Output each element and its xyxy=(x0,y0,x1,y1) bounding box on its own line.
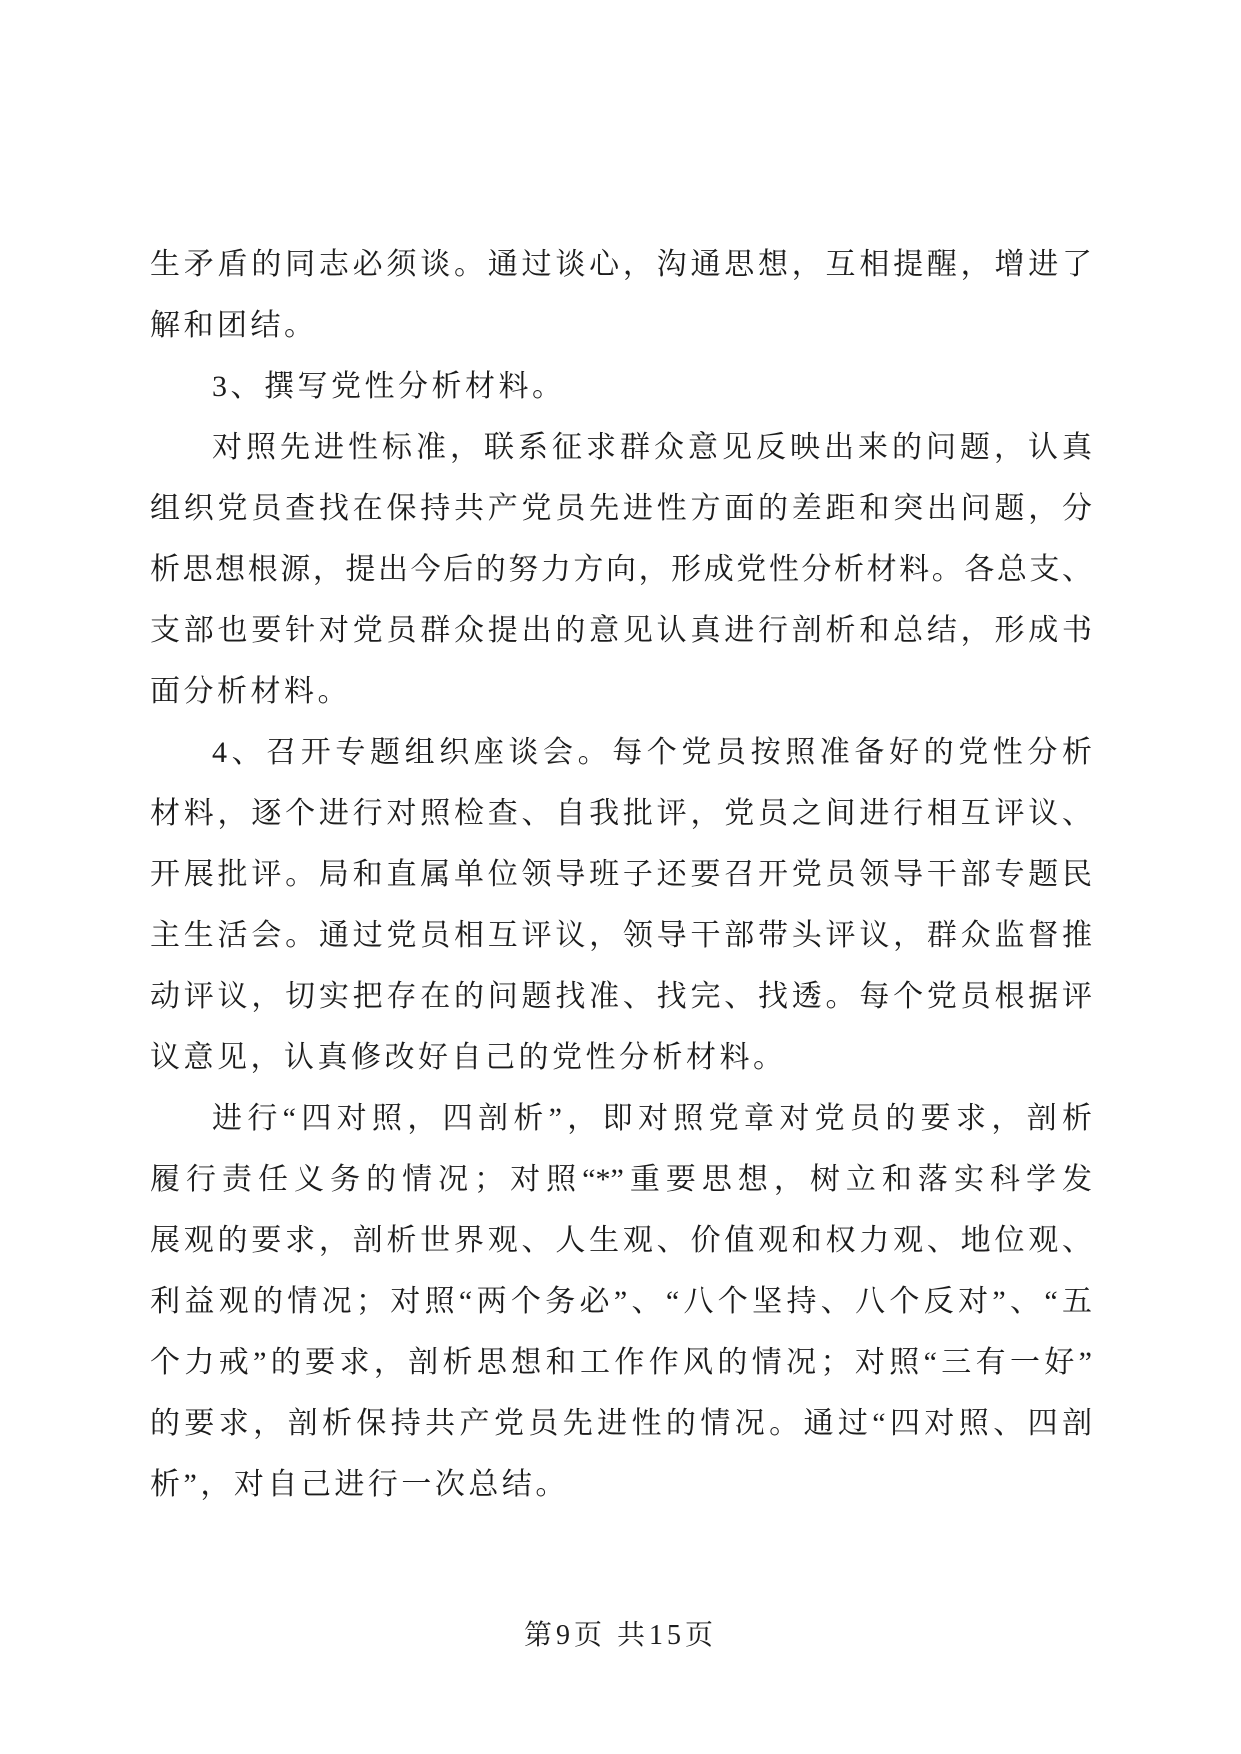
text-line: 履行责任义务的情况；对照“*”重要思想，树立和落实科学发 xyxy=(150,1163,1092,1196)
document-text-block xyxy=(150,234,1092,1515)
text-line: 的要求，剖析保持共产党员先进性的情况。通过“四对照、四剖 xyxy=(150,1407,1092,1440)
text-line: 支部也要针对党员群众提出的意见认真进行剖析和总结，形成书 xyxy=(150,614,1092,647)
text-line: 面分析材料。 xyxy=(150,675,351,708)
text-line: 析思想根源，提出今后的努力方向，形成党性分析材料。各总支、 xyxy=(150,553,1092,586)
text-line: 动评议，切实把存在的问题找准、找完、找透。每个党员根据评 xyxy=(150,980,1092,1013)
text-line: 解和团结。 xyxy=(150,309,318,342)
text-line-heading-4: 4、召开专题组织座谈会。每个党员按照准备好的党性分析 xyxy=(212,736,1092,769)
text-line: 进行“四对照，四剖析”，即对照党章对党员的要求，剖析 xyxy=(212,1102,1092,1135)
text-line: 生矛盾的同志必须谈。通过谈心，沟通思想，互相提醒，增进了 xyxy=(150,248,1092,281)
text-line: 议意见，认真修改好自己的党性分析材料。 xyxy=(150,1041,787,1074)
text-line: 利益观的情况；对照“两个务必”、“八个坚持、八个反对”、“五 xyxy=(150,1285,1092,1318)
text-line: 主生活会。通过党员相互评议，领导干部带头评议，群众监督推 xyxy=(150,919,1092,952)
text-line: 个力戒”的要求，剖析思想和工作作风的情况；对照“三有一好” xyxy=(150,1346,1092,1379)
text-line: 对照先进性标准，联系征求群众意见反映出来的问题，认真 xyxy=(212,431,1092,464)
text-line-heading-3: 3、撰写党性分析材料。 xyxy=(212,370,566,403)
text-line: 开展批评。局和直属单位领导班子还要召开党员领导干部专题民 xyxy=(150,858,1092,891)
text-line: 析”，对自己进行一次总结。 xyxy=(150,1468,569,1501)
text-line: 材料，逐个进行对照检查、自我批评，党员之间进行相互评议、 xyxy=(150,797,1092,830)
text-line: 展观的要求，剖析世界观、人生观、价值观和权力观、地位观、 xyxy=(150,1224,1092,1257)
text-line: 组织党员查找在保持共产党员先进性方面的差距和突出问题，分 xyxy=(150,492,1092,525)
page-number-footer: 第9页 共15页 xyxy=(523,1620,717,1651)
